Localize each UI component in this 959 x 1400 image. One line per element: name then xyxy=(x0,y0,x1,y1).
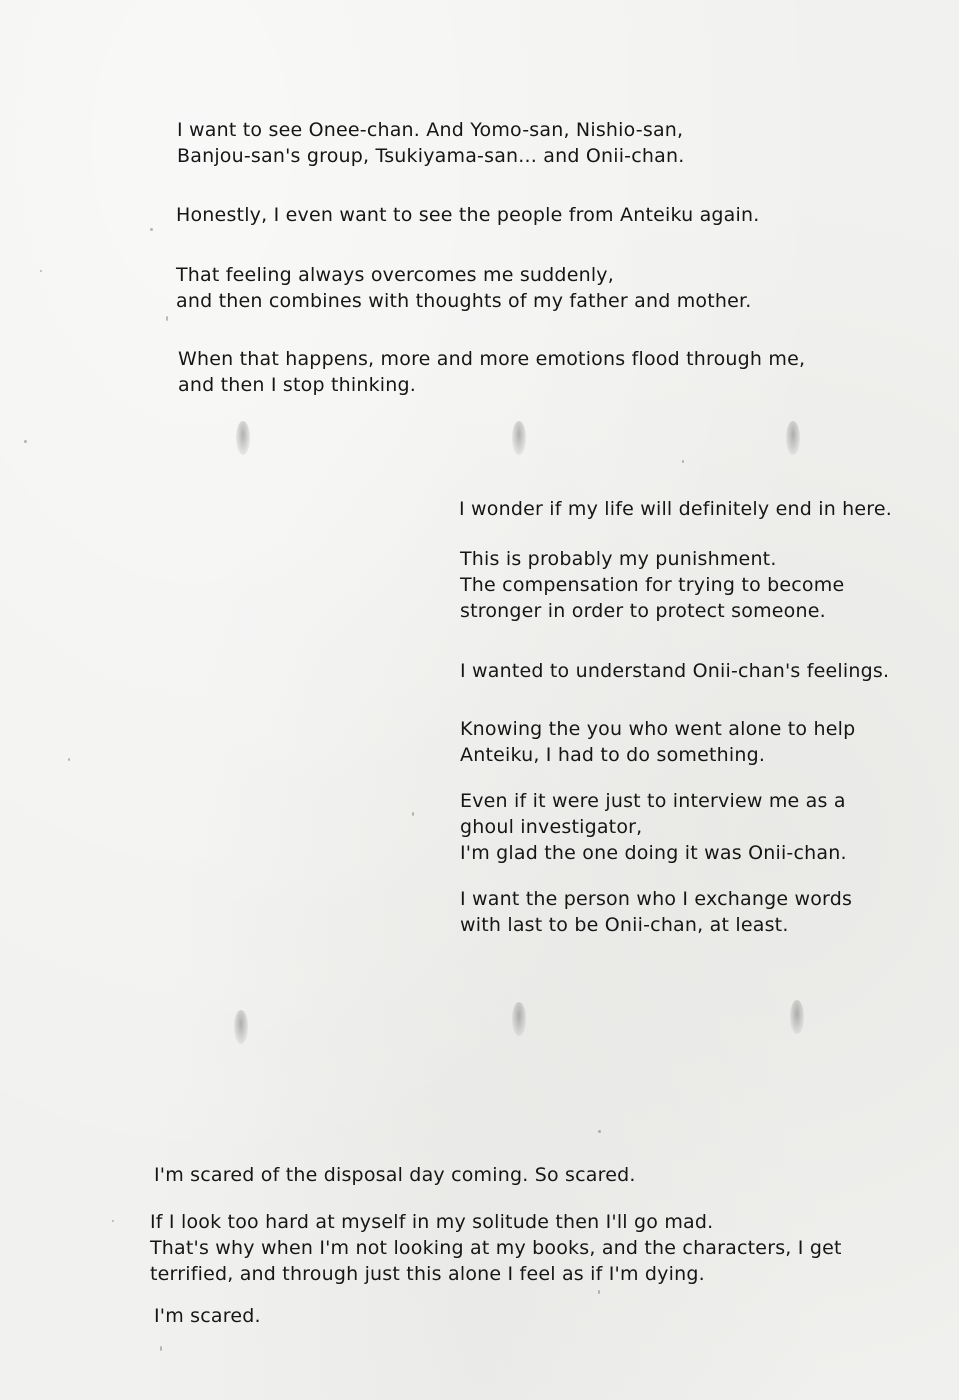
paper-speck xyxy=(24,440,27,443)
text-line: That's why when I'm not looking at my books, and the characters, I get xyxy=(150,1237,842,1259)
smudge-mark xyxy=(234,1010,248,1044)
paper-speck xyxy=(166,316,168,321)
paragraph xyxy=(176,202,759,228)
text-line: and then combines with thoughts of my father and mother. xyxy=(176,290,752,312)
paper-speck xyxy=(150,228,153,231)
paragraph xyxy=(460,716,855,768)
paragraph xyxy=(460,886,852,938)
text-line: That feeling always overcomes me suddenly, xyxy=(176,264,614,286)
text-line: I want the person who I exchange words xyxy=(460,888,853,910)
smudge-mark xyxy=(236,421,250,455)
smudge-mark xyxy=(790,1000,804,1034)
paragraph xyxy=(154,1303,261,1329)
paper-speck xyxy=(598,1290,600,1294)
smudge-mark xyxy=(786,421,800,455)
paragraph xyxy=(177,117,684,169)
text-line: I wonder if my life will definitely end in here. xyxy=(459,498,893,520)
text-line: Banjou-san's group, Tsukiyama-san... and Onii-chan. xyxy=(177,145,685,167)
text-line: If I look too hard at myself in my solitude then I'll go mad. xyxy=(150,1211,714,1233)
paragraph xyxy=(460,788,847,866)
text-line: I'm scared. xyxy=(154,1305,261,1327)
text-line: Knowing the you who went alone to help xyxy=(460,718,856,740)
paragraph xyxy=(460,546,844,624)
text-line: The compensation for trying to become xyxy=(460,574,845,596)
paragraph xyxy=(150,1209,842,1287)
text-line: I want to see Onee-chan. And Yomo-san, Nishio-san, xyxy=(177,119,684,141)
text-line: I wanted to understand Onii-chan's feelings. xyxy=(460,660,890,682)
text-line: Honestly, I even want to see the people from Anteiku again. xyxy=(176,204,760,226)
text-line: I'm glad the one doing it was Onii-chan. xyxy=(460,842,847,864)
paper-speck xyxy=(412,812,414,816)
paper-speck xyxy=(160,1346,162,1351)
text-line: and then I stop thinking. xyxy=(178,374,417,396)
text-line: Anteiku, I had to do something. xyxy=(460,744,766,766)
text-line: ghoul investigator, xyxy=(460,816,643,838)
text-line: Even if it were just to interview me as a xyxy=(460,790,846,812)
paragraph xyxy=(178,346,805,398)
text-line: stronger in order to protect someone. xyxy=(460,600,826,622)
text-line: with last to be Onii-chan, at least. xyxy=(460,914,789,936)
text-line: This is probably my punishment. xyxy=(460,548,777,570)
paper-speck xyxy=(68,758,70,761)
paper-speck xyxy=(682,460,684,463)
paragraph xyxy=(154,1162,636,1188)
paragraph xyxy=(459,496,892,522)
text-line: I'm scared of the disposal day coming. So scared. xyxy=(154,1164,636,1186)
smudge-mark xyxy=(512,421,526,455)
paper-speck xyxy=(112,1220,114,1222)
smudge-mark xyxy=(512,1002,526,1036)
paragraph xyxy=(176,262,752,314)
paper-speck xyxy=(40,270,42,272)
paper-speck xyxy=(598,1130,601,1133)
text-line: When that happens, more and more emotions flood through me, xyxy=(178,348,806,370)
text-line: terrified, and through just this alone I feel as if I'm dying. xyxy=(150,1263,705,1285)
paragraph xyxy=(460,658,889,684)
